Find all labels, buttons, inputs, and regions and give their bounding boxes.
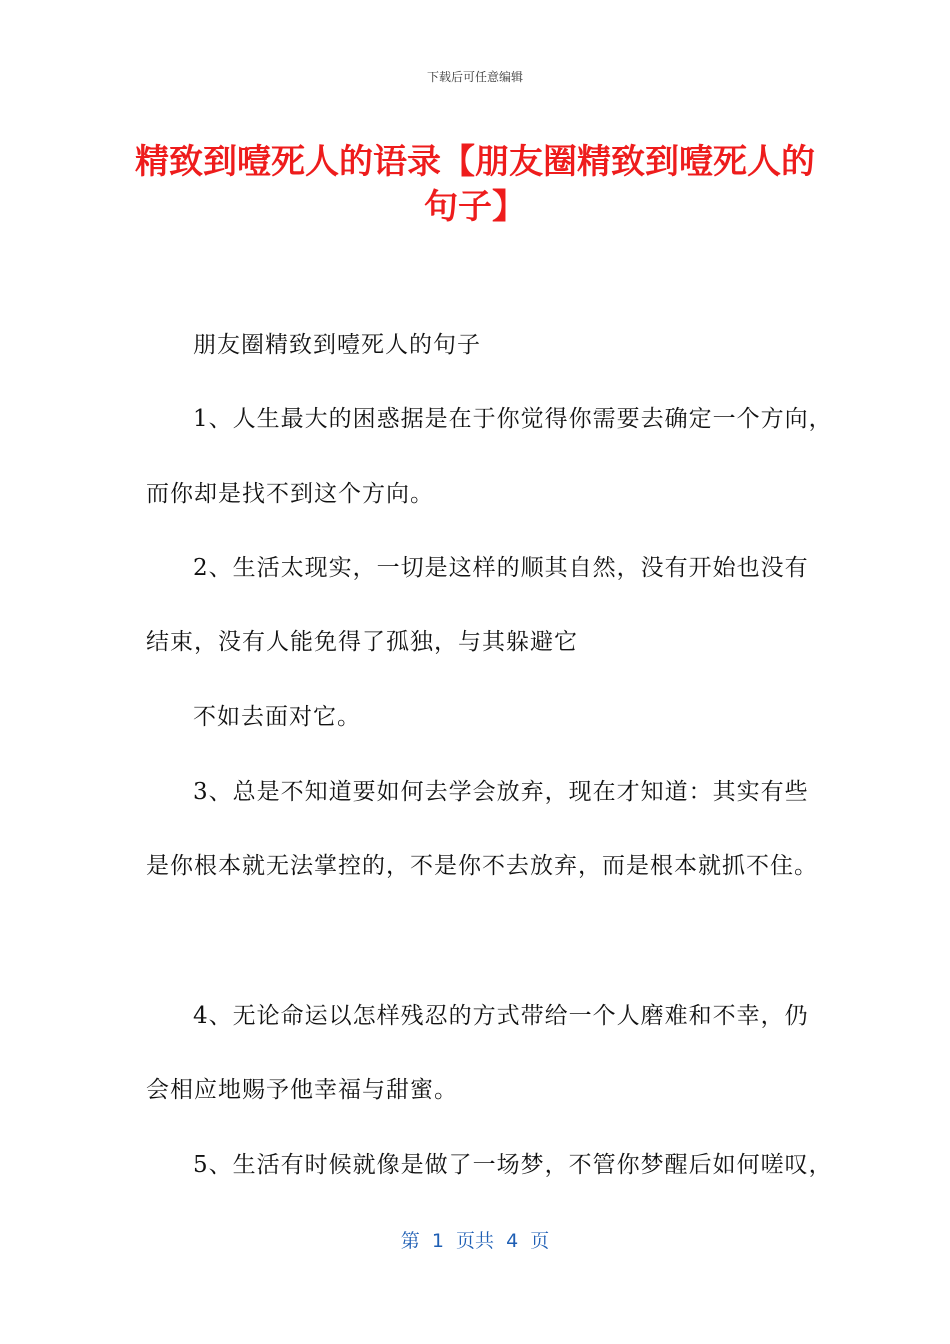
document-title: 精致到噎死人的语录【朋友圈精致到噎死人的句子】 bbox=[135, 142, 815, 227]
paragraph-line: 会相应地赐予他幸福与甜蜜。 bbox=[146, 1077, 458, 1103]
paragraph-line: 4、无论命运以怎样残忍的方式带给一个人磨难和不幸，仍 bbox=[193, 1003, 809, 1029]
paragraph-line: 而你却是找不到这个方向。 bbox=[146, 481, 434, 507]
header-note: 下载后可任意编辑 bbox=[426, 70, 523, 84]
page-number-footer: 第 1 页共 4 页 bbox=[400, 1230, 550, 1252]
paragraph-line: 1、人生最大的困惑据是在于你觉得你需要去确定一个方向， bbox=[193, 406, 833, 432]
paragraph-line: 5、生活有时候就像是做了一场梦，不管你梦醒后如何嗟叹， bbox=[193, 1152, 833, 1178]
paragraph-line: 2、生活太现实，一切是这样的顺其自然，没有开始也没有 bbox=[193, 555, 809, 581]
paragraph-line: 结束，没有人能免得了孤独，与其躲避它 bbox=[146, 629, 578, 655]
paragraph-line: 朋友圈精致到噎死人的句子 bbox=[193, 332, 481, 358]
paragraph-line: 不如去面对它。 bbox=[193, 704, 361, 730]
paragraph-line: 3、总是不知道要如何去学会放弃，现在才知道：其实有些 bbox=[193, 779, 809, 805]
paragraph-line: 是你根本就无法掌控的，不是你不去放弃，而是根本就抓不住。 bbox=[146, 853, 818, 879]
